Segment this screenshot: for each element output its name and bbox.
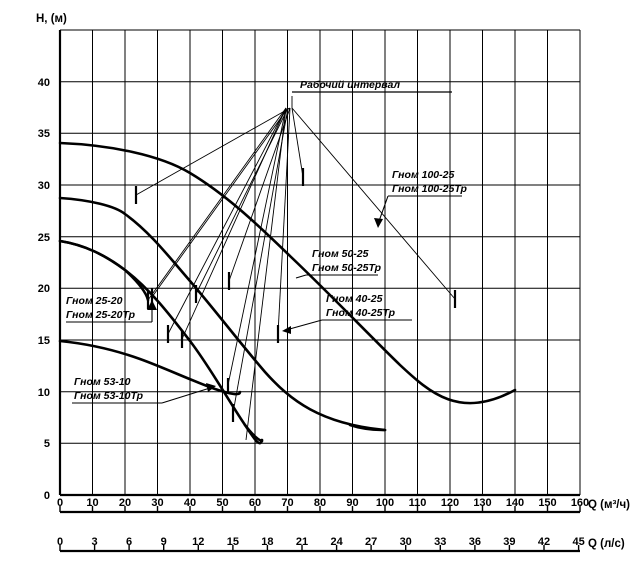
x-tick-p-100: 100 <box>375 497 395 509</box>
x-tick-p-130: 130 <box>473 497 492 509</box>
annotation-gnom-100-25-line2: Гном 100-25Тр <box>392 183 467 195</box>
x-tick-p-140: 140 <box>505 497 525 509</box>
x-tick-s-27: 27 <box>364 536 378 548</box>
x-tick-s-6: 6 <box>126 536 133 548</box>
annotation-gnom-40-25-line1: Гном 40-25 <box>326 293 383 305</box>
x-tick-p-90: 90 <box>346 497 359 509</box>
x-axis-primary-title: Q (м³/ч) <box>588 499 631 511</box>
x-tick-p-160: 160 <box>570 497 590 509</box>
y-tick-0: 0 <box>43 490 50 502</box>
y-axis-title: H, (м) <box>36 13 67 25</box>
x-tick-s-42: 42 <box>537 536 551 548</box>
x-tick-s-0: 0 <box>56 536 64 548</box>
x-tick-s-39: 39 <box>503 536 516 548</box>
x-tick-s-3: 3 <box>91 536 98 548</box>
y-tick-40: 40 <box>37 77 50 89</box>
x-tick-s-15: 15 <box>226 536 240 548</box>
x-tick-p-150: 150 <box>538 497 557 509</box>
x-tick-p-40: 40 <box>183 497 197 509</box>
annotation-gnom-25-20-line2: Гном 25-20Тр <box>66 309 136 321</box>
x-tick-p-110: 110 <box>408 497 427 509</box>
x-tick-s-30: 30 <box>399 536 412 548</box>
x-tick-p-70: 70 <box>281 497 294 509</box>
x-tick-s-45: 45 <box>572 536 585 548</box>
annotation-gnom-40-25-line2: Гном 40-25Тр <box>326 307 396 319</box>
annotation-working-interval-label: Рабочий интервал <box>300 79 401 91</box>
x-tick-s-33: 33 <box>434 536 447 548</box>
y-tick-35: 35 <box>37 128 50 140</box>
x-tick-s-18: 18 <box>261 536 274 548</box>
annotation-gnom-50-25-line1: Гном 50-25 <box>312 248 369 260</box>
annotation-gnom-100-25-line1: Гном 100-25 <box>392 169 455 181</box>
x-tick-p-80: 80 <box>313 497 327 509</box>
annotation-gnom-53-10-line2: Гном 53-10Тр <box>74 390 144 402</box>
x-tick-s-36: 36 <box>468 536 482 548</box>
x-tick-p-120: 120 <box>440 497 460 509</box>
y-tick-15: 15 <box>37 335 50 347</box>
y-tick-20: 20 <box>37 283 50 295</box>
annotation-gnom-50-25-line2: Гном 50-25Тр <box>312 262 382 274</box>
y-tick-25: 25 <box>37 232 50 244</box>
y-tick-5: 5 <box>43 438 50 450</box>
y-tick-30: 30 <box>37 180 50 192</box>
x-tick-p-10: 10 <box>86 497 99 509</box>
x-tick-p-20: 20 <box>118 497 132 509</box>
x-tick-s-21: 21 <box>295 536 309 548</box>
x-tick-s-24: 24 <box>330 536 343 548</box>
annotation-gnom-25-20-line1: Гном 25-20 <box>66 295 123 307</box>
y-tick-10: 10 <box>37 387 50 399</box>
x-axis-secondary-title: Q (л/с) <box>588 538 625 550</box>
x-tick-p-60: 60 <box>248 497 262 509</box>
annotation-gnom-53-10-line1: Гном 53-10 <box>74 376 131 388</box>
x-tick-p-50: 50 <box>216 497 229 509</box>
x-tick-p-0: 0 <box>56 497 64 509</box>
x-tick-p-30: 30 <box>151 497 164 509</box>
x-tick-s-9: 9 <box>160 536 167 548</box>
x-tick-s-12: 12 <box>192 536 205 548</box>
